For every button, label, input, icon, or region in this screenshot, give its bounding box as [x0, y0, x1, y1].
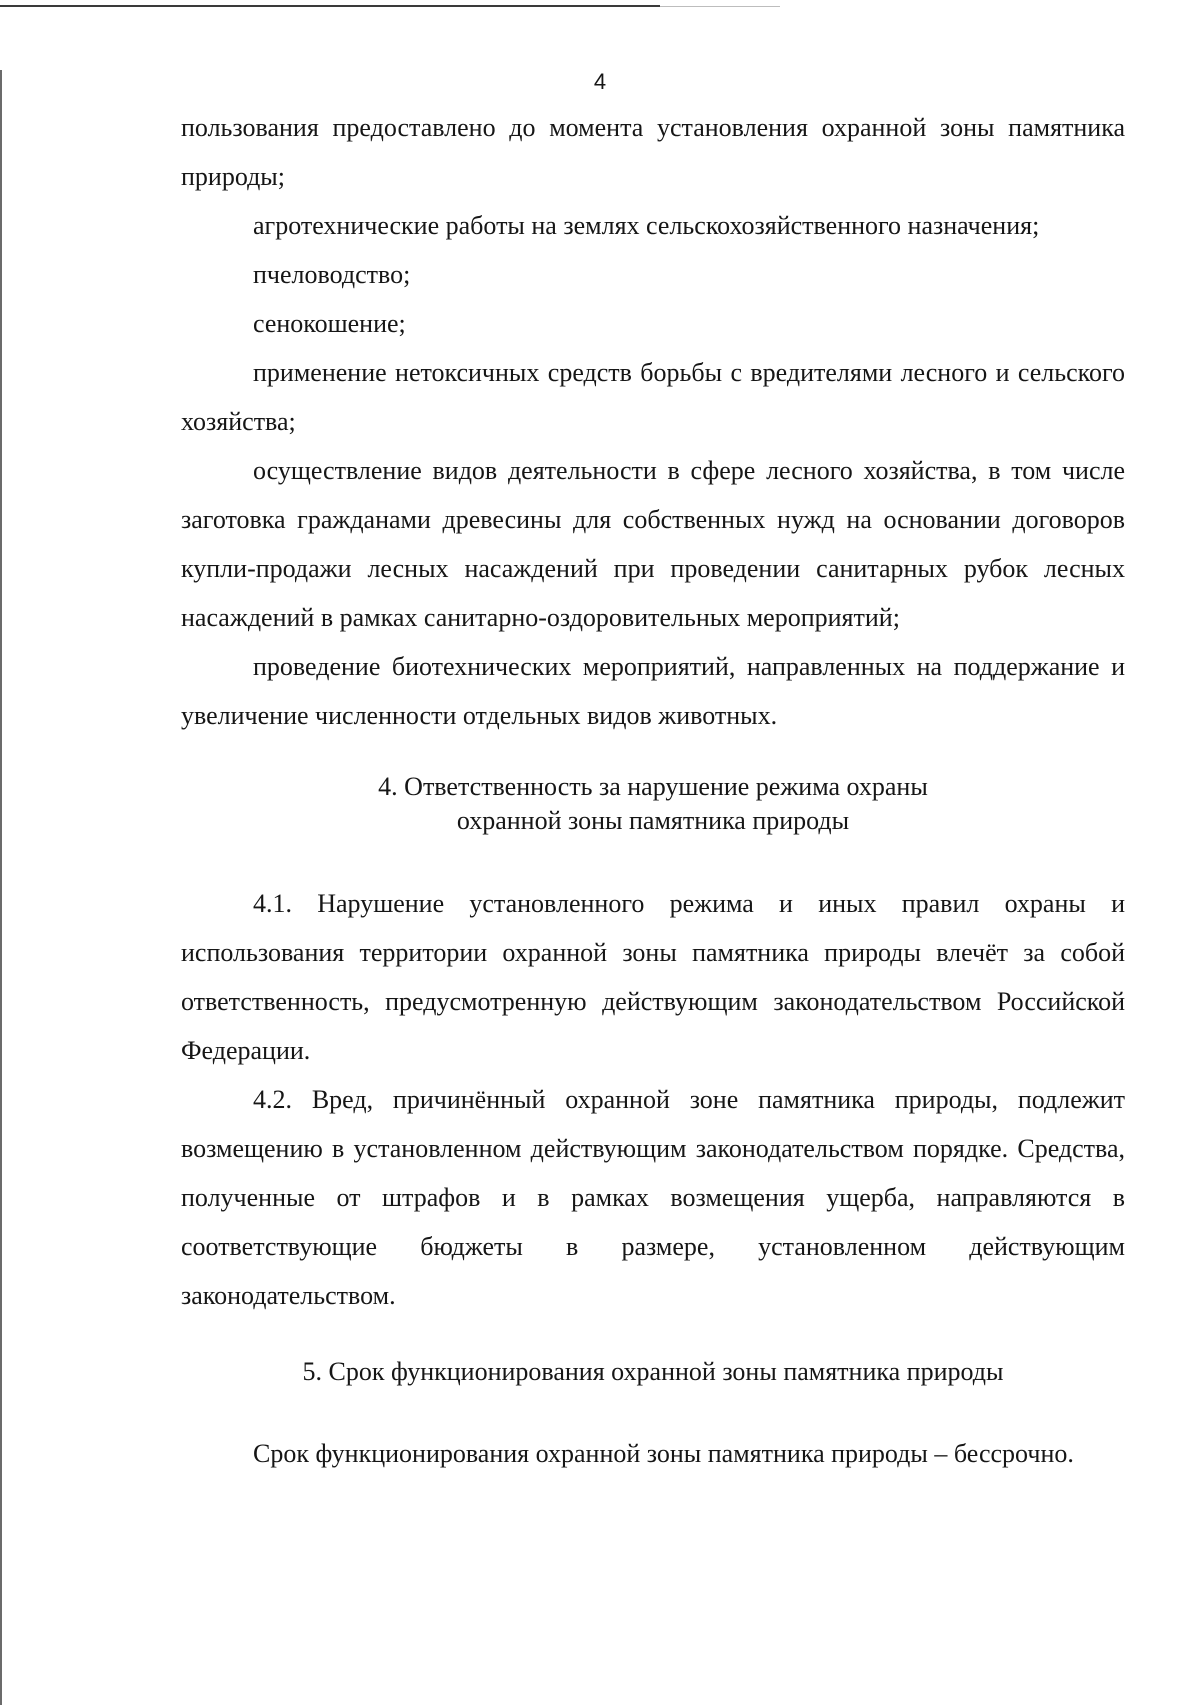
- paragraph-forestry-activities: осуществление видов деятельности в сфере лесного хозяйства, в том числе заготовка гражданами древесины для собственных нужд на основании договоров купли-продажи лесных насаждений при проведении санитарных рубок лесных насаждений в рамках санитарно-оздоровительных мероприятий;: [181, 456, 1125, 632]
- paragraph-haymaking: сенокошение;: [253, 309, 406, 338]
- section-4-heading: [181, 770, 1125, 838]
- section-4-heading-line-1: 4. Ответственность за нарушение режима охраны: [378, 772, 928, 801]
- scan-edge-left: [0, 70, 2, 1705]
- scan-edge-top-faint: [660, 6, 780, 7]
- page-number: 4: [593, 69, 607, 94]
- section-5-heading: 5. Срок функционирования охранной зоны памятника природы: [302, 1357, 1004, 1386]
- scan-edge-top: [0, 5, 660, 7]
- section-4-heading-line-2: охранной зоны памятника природы: [456, 806, 850, 835]
- paragraph-4-2-damage-compensation: 4.2. Вред, причинённый охранной зоне памятника природы, подлежит возмещению в установленном действующим законодательством порядке. Средства, полученные от штрафов и в рамках возмещения ущерба, направляются в соответствующие бюджеты в размере, установленном действующим законодательством.: [181, 1085, 1125, 1310]
- paragraph-agrotechnical-works: агротехнические работы на землях сельскохозяйственного назначения;: [253, 211, 1040, 240]
- paragraph-5-term: Срок функционирования охранной зоны памятника природы – бессрочно.: [253, 1439, 1074, 1468]
- paragraph-4-1-liability: 4.1. Нарушение установленного режима и иных правил охраны и использования территории охранной зоны памятника природы влечёт за собой ответственность, предусмотренную действующим законодательством Российской Федерации.: [181, 889, 1125, 1065]
- paragraph-beekeeping: пчеловодство;: [253, 260, 411, 289]
- paragraph-biotechnical-measures: проведение биотехнических мероприятий, направленных на поддержание и увеличение численности отдельных видов животных.: [181, 652, 1125, 730]
- document-body: [181, 103, 1125, 1478]
- paragraph-non-toxic-pest-control: применение нетоксичных средств борьбы с вредителями лесного и сельского хозяйства;: [181, 358, 1125, 436]
- paragraph-permitted-use-continuation: пользования предоставлено до момента установления охранной зоны памятника природы;: [181, 113, 1125, 191]
